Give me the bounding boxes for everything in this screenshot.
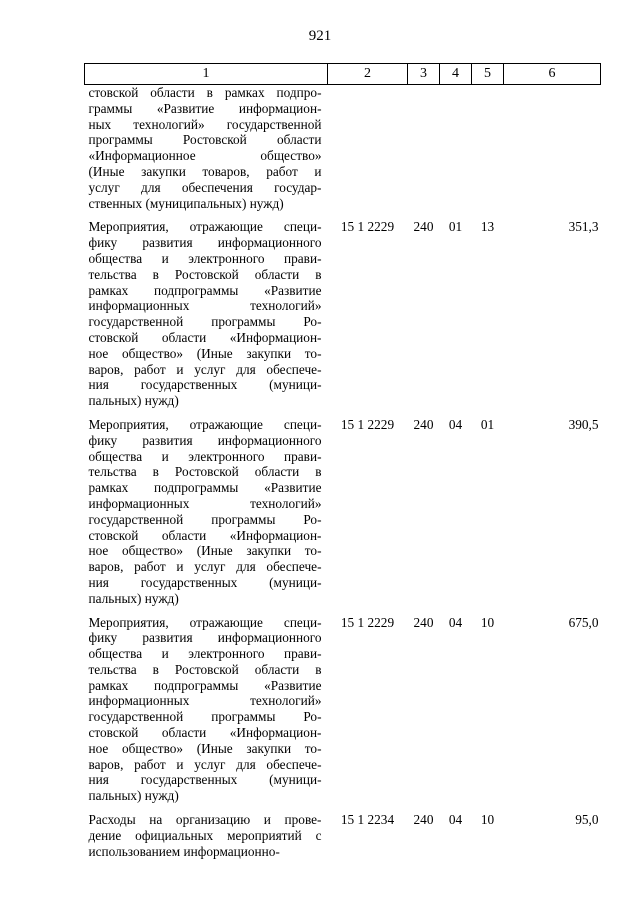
table-row [85, 615, 601, 813]
description-line: рамках подпрограммы «Развитие [88, 677, 322, 693]
description-line: ния государственных (муници- [88, 377, 322, 393]
description-line: рамках подпрограммы «Развитие [88, 282, 322, 298]
description-line: варов, работ и услуг для обеспече- [88, 756, 322, 772]
row-amount [504, 85, 601, 220]
description-line: общества и электронного прави- [88, 448, 322, 464]
description-line: стовской области «Информацион- [88, 527, 322, 543]
row-target-code [328, 85, 408, 220]
row-section: 04 [448, 416, 463, 432]
description-line: ное общество» (Иные закупки то- [88, 543, 322, 559]
description-line: варов, работ и услуг для обеспече- [88, 559, 322, 575]
row-subsection: 01 [480, 416, 495, 432]
row-expense-type: 240 [413, 614, 434, 630]
description-line: стовской области «Информацион- [88, 725, 322, 741]
header-col-4: 4 [440, 64, 472, 85]
row-description [85, 417, 328, 615]
description-line: общества и электронного прави- [88, 646, 322, 662]
header-col-6: 6 [504, 64, 601, 85]
row-description [85, 615, 328, 813]
description-line: стовской области в рамках подпро- [88, 85, 322, 100]
header-row [85, 64, 601, 85]
description-line: ных технологий» государственной [88, 116, 322, 132]
description-line: Мероприятия, отражающие специ- [88, 219, 322, 235]
description-line: «Информационное общество» [88, 148, 322, 164]
description-line: дение официальных мероприятий с [88, 827, 322, 843]
description-line: ное общество» (Иные закупки то- [88, 740, 322, 756]
description-line: Мероприятия, отражающие специ- [88, 416, 322, 432]
row-expense-type: 240 [413, 812, 434, 828]
row-amount: 390,5 [568, 416, 599, 432]
budget-table [84, 63, 601, 867]
description-line: ния государственных (муници- [88, 772, 322, 788]
description-line: фику развития информационного [88, 432, 322, 448]
description-line: услуг для обеспечения государ- [88, 179, 322, 195]
header-col-3: 3 [408, 64, 440, 85]
row-section: 04 [448, 614, 463, 630]
description-line: Расходы на организацию и прове- [88, 812, 322, 828]
header-col-2: 2 [328, 64, 408, 85]
description-line: пальных) нужд) [88, 393, 179, 409]
row-section: 01 [448, 219, 463, 235]
row-description [85, 219, 328, 417]
description-line: тельства в Ростовской области в [88, 464, 322, 480]
description-line: стовской области «Информацион- [88, 329, 322, 345]
row-section: 04 [448, 812, 463, 828]
description-line: (Иные закупки товаров, работ и [88, 163, 322, 179]
description-line: рамках подпрограммы «Развитие [88, 480, 322, 496]
description-line: тельства в Ростовской области в [88, 266, 322, 282]
row-target-code: 15 1 2229 [340, 416, 395, 432]
description-line: государственной программы Ро- [88, 314, 322, 330]
description-line: Мероприятия, отражающие специ- [88, 614, 322, 630]
description-line: ния государственных (муници- [88, 574, 322, 590]
description-line: информационных технологий» [88, 298, 322, 314]
row-expense-type [408, 85, 440, 220]
row-target-code: 15 1 2234 [340, 812, 395, 828]
description-line: фику развития информационного [88, 630, 322, 646]
description-line: фику развития информационного [88, 235, 322, 251]
row-amount: 675,0 [568, 614, 599, 630]
row-subsection: 13 [480, 219, 495, 235]
row-subsection: 10 [480, 614, 495, 630]
row-subsection [472, 85, 504, 220]
description-line: пальных) нужд) [88, 590, 179, 606]
table-row [85, 417, 601, 615]
header-col-1: 1 [85, 64, 328, 85]
row-amount: 95,0 [575, 812, 599, 828]
description-line: тельства в Ростовской области в [88, 661, 322, 677]
row-description [85, 85, 328, 220]
description-line: варов, работ и услуг для обеспече- [88, 361, 322, 377]
description-line: государственной программы Ро- [88, 709, 322, 725]
page-number: 921 [308, 28, 332, 44]
row-target-code: 15 1 2229 [340, 614, 395, 630]
description-line: пальных) нужд) [88, 788, 179, 804]
description-line: общества и электронного прави- [88, 250, 322, 266]
description-line: ное общество» (Иные закупки то- [88, 345, 322, 361]
row-subsection: 10 [480, 812, 495, 828]
table-row [85, 219, 601, 417]
table-row [85, 85, 601, 220]
table-body [85, 85, 601, 868]
description-line: ственных (муниципальных) нужд) [88, 195, 284, 211]
row-expense-type: 240 [413, 416, 434, 432]
table-row [85, 812, 601, 867]
description-line: использованием информационно- [88, 843, 280, 859]
description-line: программы Ростовской области [88, 132, 322, 148]
description-line: информационных технологий» [88, 495, 322, 511]
row-target-code: 15 1 2229 [340, 219, 395, 235]
row-description [85, 812, 328, 867]
description-line: государственной программы Ро- [88, 511, 322, 527]
description-line: граммы «Развитие информацион- [88, 100, 322, 116]
row-amount: 351,3 [568, 219, 599, 235]
description-line: информационных технологий» [88, 693, 322, 709]
row-expense-type: 240 [413, 219, 434, 235]
row-section [440, 85, 472, 220]
header-col-5: 5 [472, 64, 504, 85]
